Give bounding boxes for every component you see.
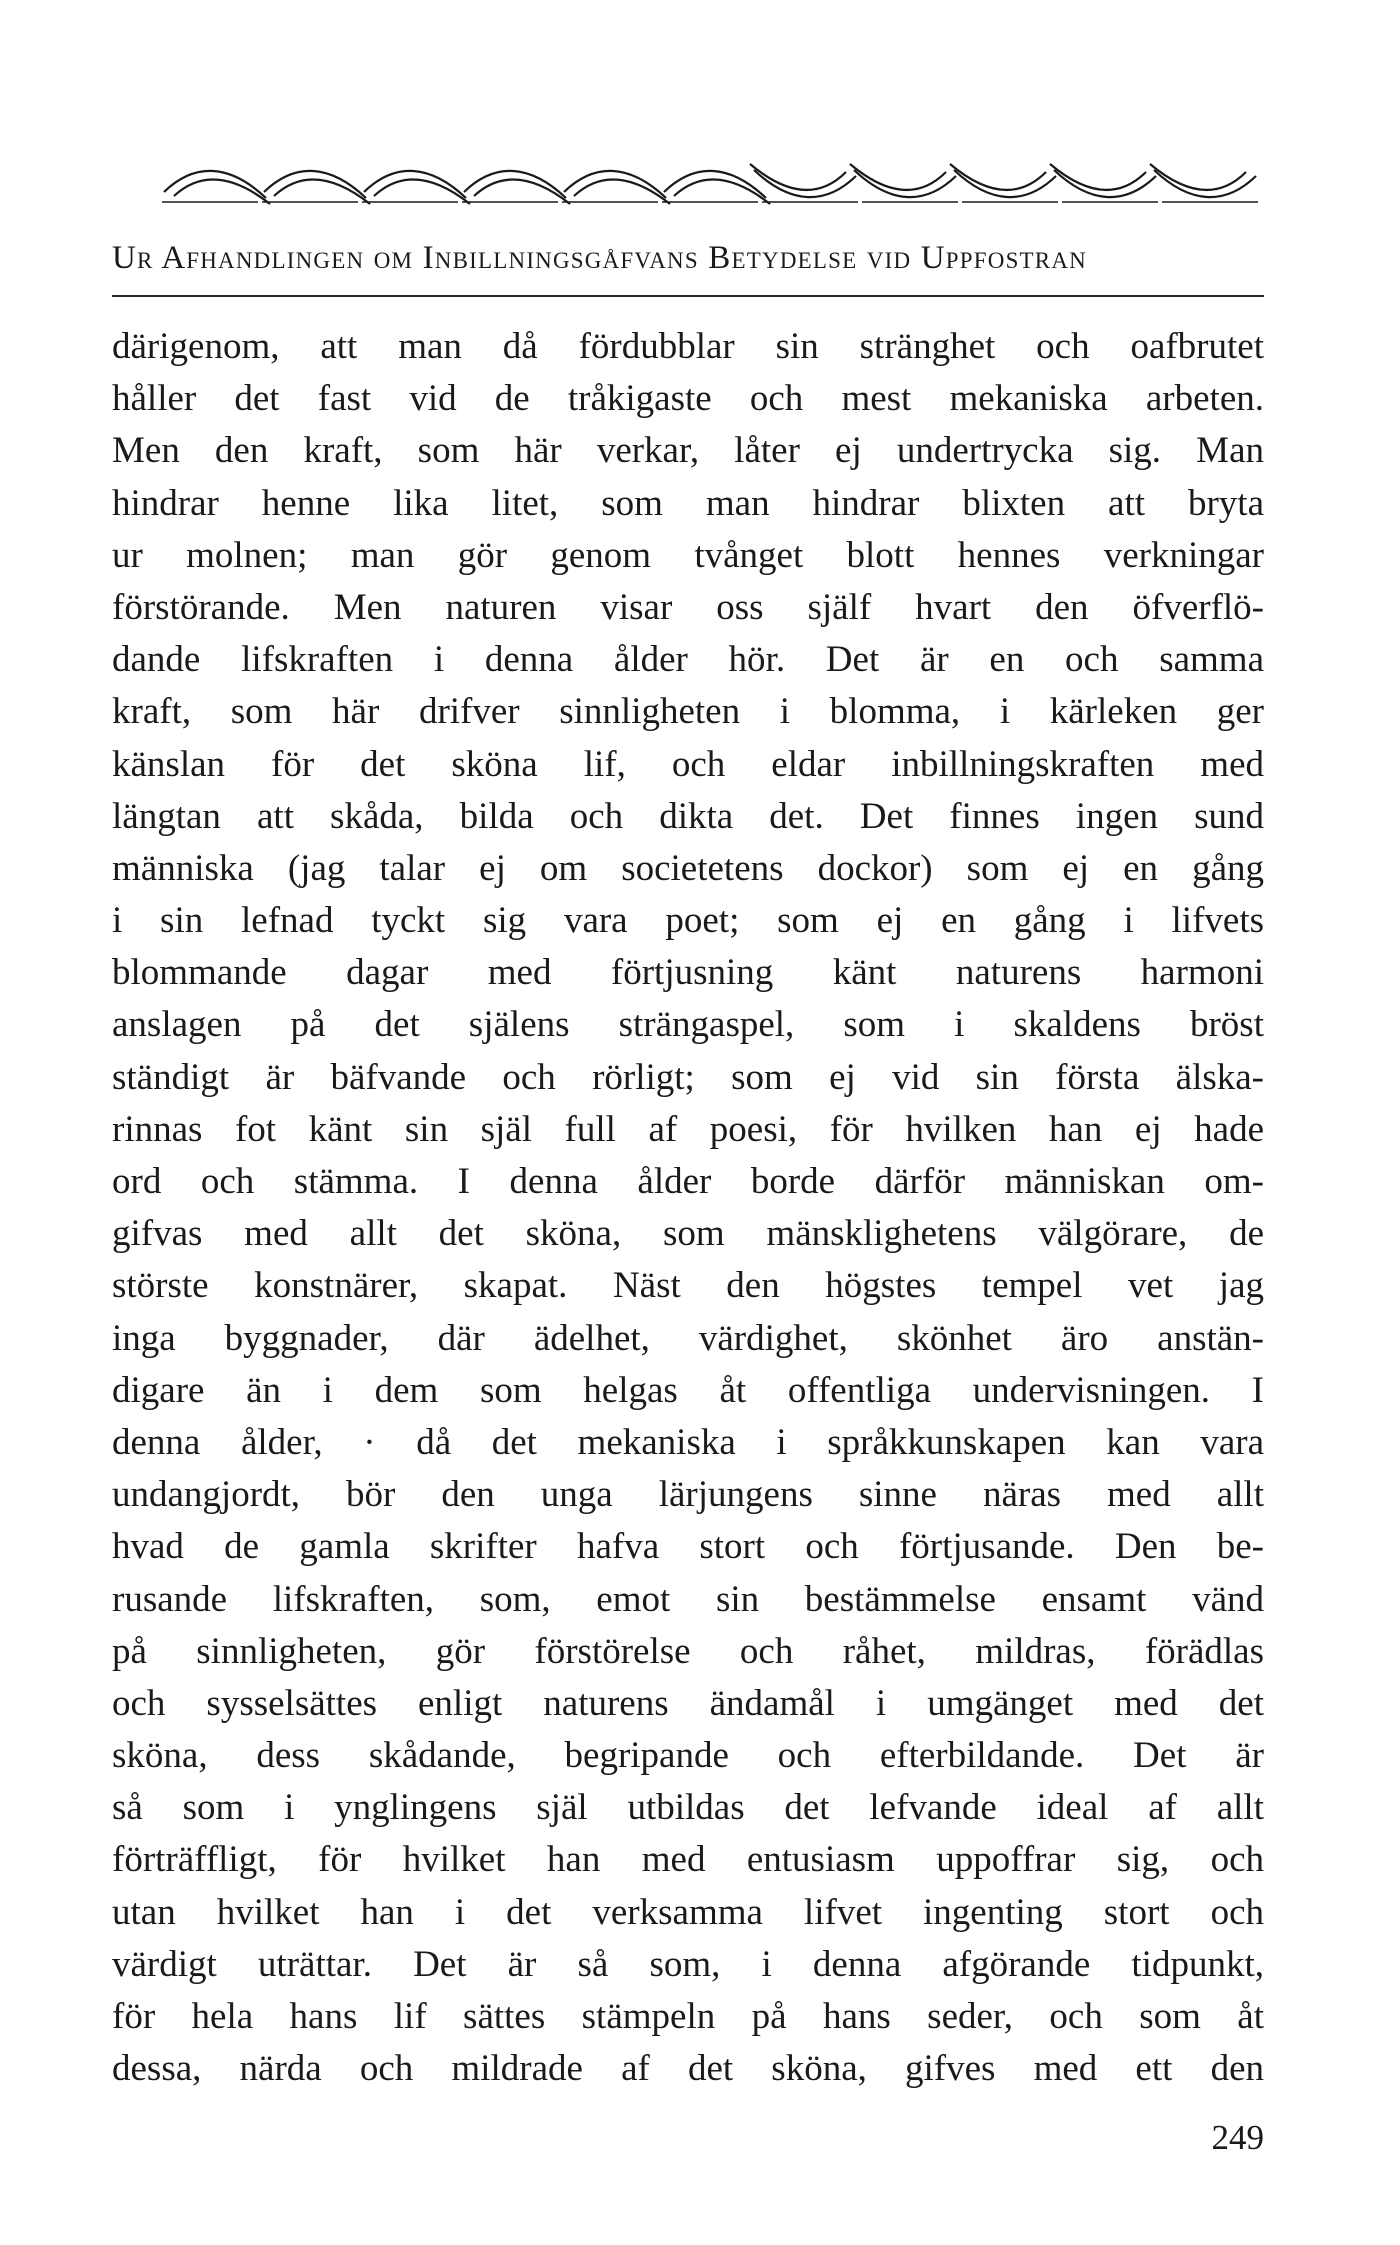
text-line: blommande dagar med förtjusning känt naturens harmoni — [112, 952, 1264, 994]
ornament-stroke — [574, 180, 670, 204]
text-line: förträffligt, för hvilket han med entusiasm uppoffrar sig, och — [112, 1839, 1264, 1881]
ornament-stroke — [374, 180, 470, 204]
body-text-block — [112, 321, 1264, 2095]
ornament-stroke — [954, 170, 1056, 197]
text-line: ur molnen; man gör genom tvånget blott hennes verkningar — [112, 534, 1264, 576]
text-line: Men den kraft, som här verkar, låter ej undertrycka sig. Man — [112, 430, 1264, 472]
ornament-stroke — [1154, 170, 1256, 197]
text-line: gifvas med allt det sköna, som mänsklighetens välgörare, de — [112, 1213, 1264, 1255]
text-line: och sysselsättes enligt naturens ändamål i umgänget med det — [112, 1682, 1264, 1724]
text-line: i sin lefnad tyckt sig vara poet; som ej en gång i lifvets — [112, 900, 1264, 942]
ornament-stroke — [1054, 170, 1156, 197]
text-line: undangjordt, bör den unga lärjungens sinne näras med allt — [112, 1474, 1264, 1516]
ornament-stroke — [464, 171, 566, 198]
ornament-stroke — [474, 180, 570, 204]
ornament-stroke — [1050, 164, 1146, 190]
ornament-stroke — [164, 171, 266, 198]
text-line: så som i ynglingens själ utbildas det lefvande ideal af allt — [112, 1787, 1264, 1829]
ornament-stroke — [674, 180, 770, 204]
running-head-title: Ur Afhandlingen om Inbillningsgåfvans Betydelse vid Uppfostran — [112, 240, 1087, 276]
text-line: hvad de gamla skrifter hafva stort och förtjusande. Den be- — [112, 1526, 1264, 1568]
text-line: digare än i dem som helgas åt offentliga undervisningen. I — [112, 1369, 1264, 1411]
page-number: 249 — [1211, 2118, 1264, 2157]
ornament-stroke — [1150, 164, 1246, 190]
ornament-stroke — [950, 164, 1046, 190]
text-line: ord och stämma. I denna ålder borde därför människan om- — [112, 1161, 1264, 1202]
ornament-stroke — [364, 171, 466, 198]
ornament-stroke — [274, 180, 370, 204]
text-line: håller det fast vid de tråkigaste och mest mekaniska arbeten. — [112, 378, 1264, 420]
ornament-stroke — [850, 164, 946, 190]
text-line: förstörande. Men naturen visar oss själf hvart den öfverflö- — [112, 586, 1264, 628]
text-line: dande lifskraften i denna ålder hör. Det är en och samma — [112, 639, 1264, 681]
decorative-ornament-band — [160, 158, 1260, 210]
text-line: hindrar henne lika litet, som man hindrar blixten att bryta — [112, 482, 1264, 524]
ornament-stroke — [664, 171, 766, 198]
text-line: längtan att skåda, bilda och dikta det. Det finnes ingen sund — [112, 795, 1264, 837]
text-line: rinnas fot känt sin själ full af poesi, för hvilken han ej hade — [112, 1108, 1264, 1150]
text-line: ständigt är bäfvande och rörligt; som ej vid sin första älska- — [112, 1056, 1264, 1098]
text-line: därigenom, att man då fördubblar sin stränghet och oafbrutet — [112, 326, 1264, 367]
ornament-stroke — [750, 164, 846, 190]
text-line: kraft, som här drifver sinnligheten i blomma, i kärleken ger — [112, 691, 1264, 733]
ornament-stroke — [754, 170, 856, 197]
ornament-stroke — [264, 171, 366, 198]
text-line: denna ålder, · då det mekaniska i språkkunskapen kan vara — [112, 1421, 1264, 1463]
text-line: rusande lifskraften, som, emot sin bestämmelse ensamt vänd — [112, 1578, 1264, 1620]
text-line: dessa, närda och mildrade af det sköna, gifves med ett den — [112, 2048, 1264, 2090]
ornament-stroke — [564, 171, 666, 198]
text-line: anslagen på det själens strängaspel, som i skaldens bröst — [112, 1004, 1264, 1046]
text-line: känslan för det sköna lif, och eldar inbillningskraften med — [112, 743, 1264, 785]
text-line: inga byggnader, där ädelhet, värdighet, skönhet äro anstän- — [112, 1317, 1264, 1359]
ornament-stroke — [854, 170, 956, 197]
header-rule — [112, 295, 1264, 297]
text-line: sköna, dess skådande, begripande och efterbildande. Det är — [112, 1735, 1264, 1777]
text-line: värdigt uträttar. Det är så som, i denna afgörande tidpunkt, — [112, 1943, 1264, 1985]
text-line: störste konstnärer, skapat. Näst den högstes tempel vet jag — [112, 1265, 1264, 1307]
text-line: på sinnligheten, gör förstörelse och råhet, mildras, förädlas — [112, 1630, 1264, 1672]
text-line: människa (jag talar ej om societetens dockor) som ej en gång — [112, 847, 1264, 889]
text-line: utan hvilket han i det verksamma lifvet ingenting stort och — [112, 1891, 1264, 1933]
text-line: för hela hans lif sättes stämpeln på hans seder, och som åt — [112, 1996, 1264, 2037]
ornament-stroke — [174, 180, 270, 204]
